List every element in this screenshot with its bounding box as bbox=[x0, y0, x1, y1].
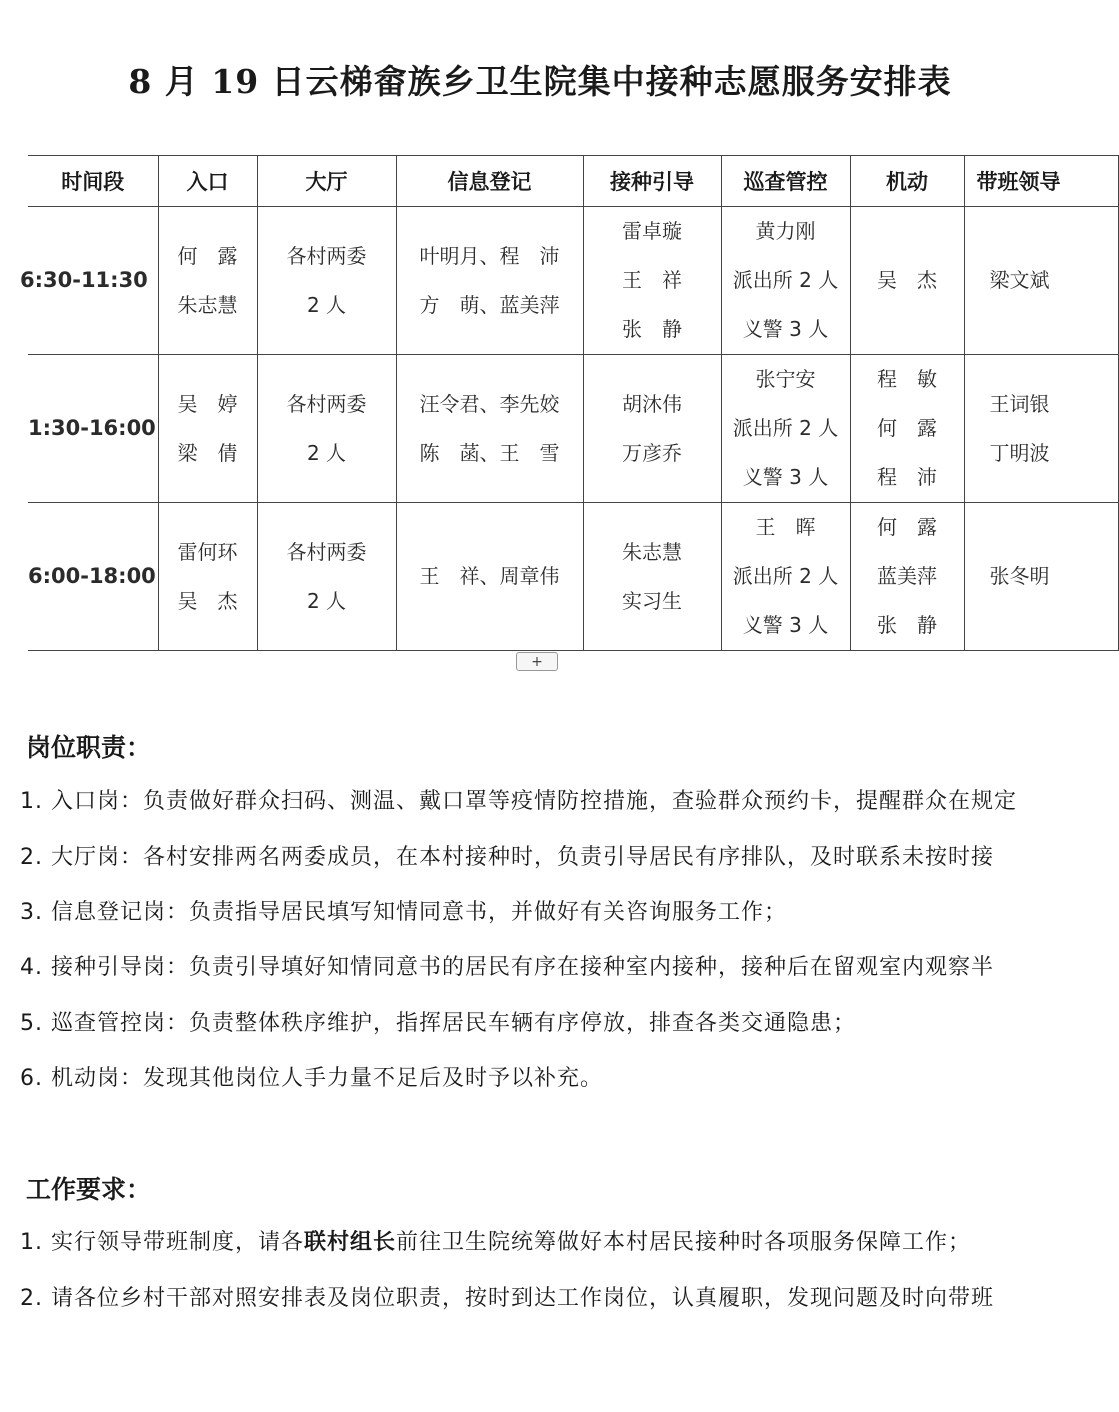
guidance-cell bbox=[583, 355, 721, 503]
staff-name: 万彦乔 bbox=[622, 440, 682, 465]
guidance-cell bbox=[583, 207, 721, 355]
duty-item-registration: 3. 信息登记岗：负责指导居民填写知情同意书，并做好有关咨询服务工作； bbox=[20, 900, 787, 925]
duty-item-entrance: 1. 入口岗：负责做好群众扫码、测温、戴口罩等疫情防控措施，查验群众预约卡，提醒群众在规定 bbox=[20, 789, 1017, 814]
table-row bbox=[28, 503, 1118, 651]
mobile-cell bbox=[850, 355, 964, 503]
staff-name: 吴 杰 bbox=[877, 268, 937, 292]
staff-name: 王 祥、周章伟 bbox=[419, 564, 560, 588]
staff-name: 王 祥 bbox=[622, 268, 682, 292]
entrance-cell bbox=[158, 355, 257, 503]
header-guidance: 接种引导 bbox=[583, 156, 721, 207]
time-slot-cell bbox=[28, 503, 158, 651]
table-row bbox=[28, 207, 1118, 355]
staff-name: 汪令君、李先姣 bbox=[419, 391, 560, 416]
requirement-item-2: 2. 请各位乡村干部对照安排表及岗位职责，按时到达工作岗位，认真履职，发现问题及时向带班 bbox=[20, 1286, 994, 1311]
time-slot: 6:00-18:00 bbox=[28, 564, 156, 588]
requirement-text: 1. 实行领导带班制度，请各 bbox=[20, 1230, 304, 1255]
table-header-row bbox=[28, 156, 1118, 207]
registration-cell bbox=[396, 503, 583, 651]
header-registration: 信息登记 bbox=[396, 156, 583, 207]
leader-cell bbox=[964, 207, 1118, 355]
hall-cell bbox=[257, 207, 396, 355]
staff-name: 吴 婷 bbox=[177, 391, 238, 416]
time-slot: 6:30-11:30 bbox=[20, 268, 148, 292]
guidance-cell bbox=[583, 503, 721, 651]
staff-name: 张宁安 bbox=[755, 367, 816, 391]
staff-name: 王 晖 bbox=[755, 515, 816, 539]
staff-name: 各村两委 bbox=[286, 391, 367, 416]
duty-item-guidance: 4. 接种引导岗：负责引导填好知情同意书的居民有序在接种室内接种，接种后在留观室内观察半 bbox=[20, 955, 994, 980]
hall-cell bbox=[257, 503, 396, 651]
requirement-item-1 bbox=[20, 1225, 1052, 1256]
staff-name: 朱志慧 bbox=[177, 292, 238, 317]
staff-name: 张 静 bbox=[622, 317, 682, 341]
registration-cell bbox=[396, 207, 583, 355]
staff-name: 何 露 bbox=[877, 515, 937, 539]
staff-count: 派出所 2 人 bbox=[732, 564, 839, 588]
staff-count: 派出所 2 人 bbox=[732, 268, 839, 292]
staff-name: 丁明波 bbox=[989, 440, 1050, 465]
requirements-heading: 工作要求： bbox=[26, 1175, 152, 1204]
leader-cell bbox=[964, 355, 1118, 503]
staff-name: 各村两委 bbox=[286, 539, 367, 564]
leader-cell bbox=[964, 503, 1118, 651]
staff-name: 陈 菡、王 雪 bbox=[419, 440, 560, 465]
time-slot: 1:30-16:00 bbox=[28, 416, 156, 440]
staff-name: 梁文斌 bbox=[989, 268, 1050, 292]
table-row bbox=[28, 355, 1118, 503]
header-hall: 大厅 bbox=[257, 156, 396, 207]
staff-name: 程 沛 bbox=[877, 465, 937, 489]
header-leader: 带班领导 bbox=[964, 156, 1118, 207]
staff-name: 黄力刚 bbox=[755, 219, 816, 243]
staff-name: 胡沐伟 bbox=[622, 391, 682, 416]
staff-name: 雷卓璇 bbox=[622, 219, 682, 243]
duty-item-mobile: 6. 机动岗：发现其他岗位人手力量不足后及时予以补充。 bbox=[20, 1066, 603, 1091]
registration-cell bbox=[396, 355, 583, 503]
mobile-cell bbox=[850, 207, 964, 355]
staff-name: 吴 杰 bbox=[177, 588, 238, 613]
header-time: 时间段 bbox=[28, 156, 158, 207]
header-patrol: 巡查管控 bbox=[721, 156, 850, 207]
header-mobile: 机动 bbox=[850, 156, 964, 207]
staff-name: 梁 倩 bbox=[177, 440, 238, 465]
staff-name: 实习生 bbox=[622, 588, 682, 613]
entrance-cell bbox=[158, 207, 257, 355]
staff-count: 义警 3 人 bbox=[742, 317, 829, 341]
add-row-button[interactable]: + bbox=[516, 652, 558, 671]
staff-name: 程 敏 bbox=[877, 367, 937, 391]
duty-item-patrol: 5. 巡查管控岗：负责整体秩序维护，指挥居民车辆有序停放，排查各类交通隐患； bbox=[20, 1011, 856, 1036]
time-slot-cell bbox=[28, 355, 158, 503]
patrol-cell bbox=[721, 503, 850, 651]
hall-cell bbox=[257, 355, 396, 503]
staff-count: 2 人 bbox=[306, 440, 347, 465]
duty-item-hall: 2. 大厅岗：各村安排两名两委成员，在本村接种时，负责引导居民有序排队，及时联系未按时接 bbox=[20, 845, 994, 870]
entrance-cell bbox=[158, 503, 257, 651]
page-title: 8 月 19 日云梯畲族乡卫生院集中接种志愿服务安排表 bbox=[128, 62, 952, 101]
time-slot-cell bbox=[20, 207, 158, 355]
staff-name: 蓝美萍 bbox=[877, 564, 937, 588]
requirement-text: 前往卫生院统筹做好本村居民接种时各项服务保障工作； bbox=[396, 1230, 972, 1255]
duties-heading: 岗位职责： bbox=[26, 733, 152, 762]
staff-count: 2 人 bbox=[306, 588, 347, 613]
staff-name: 各村两委 bbox=[286, 243, 367, 268]
staff-name: 方 萌、蓝美萍 bbox=[419, 292, 560, 317]
staff-name: 朱志慧 bbox=[622, 539, 682, 564]
staff-name: 叶明月、程 沛 bbox=[419, 243, 560, 268]
mobile-cell bbox=[850, 503, 964, 651]
staff-name: 张冬明 bbox=[989, 564, 1050, 588]
schedule-table-wrapper bbox=[0, 155, 1061, 651]
staff-count: 义警 3 人 bbox=[742, 613, 829, 637]
staff-name: 王词银 bbox=[989, 391, 1050, 416]
schedule-table bbox=[20, 155, 1119, 651]
staff-name: 何 露 bbox=[877, 416, 937, 440]
patrol-cell bbox=[721, 355, 850, 503]
staff-count: 义警 3 人 bbox=[742, 465, 829, 489]
requirement-highlight: 联村组长 bbox=[303, 1230, 396, 1255]
staff-count: 2 人 bbox=[306, 292, 347, 317]
header-entrance: 入口 bbox=[158, 156, 257, 207]
patrol-cell bbox=[721, 207, 850, 355]
staff-name: 雷何环 bbox=[177, 539, 238, 564]
staff-name: 张 静 bbox=[877, 613, 937, 637]
staff-count: 派出所 2 人 bbox=[732, 416, 839, 440]
staff-name: 何 露 bbox=[177, 243, 238, 268]
